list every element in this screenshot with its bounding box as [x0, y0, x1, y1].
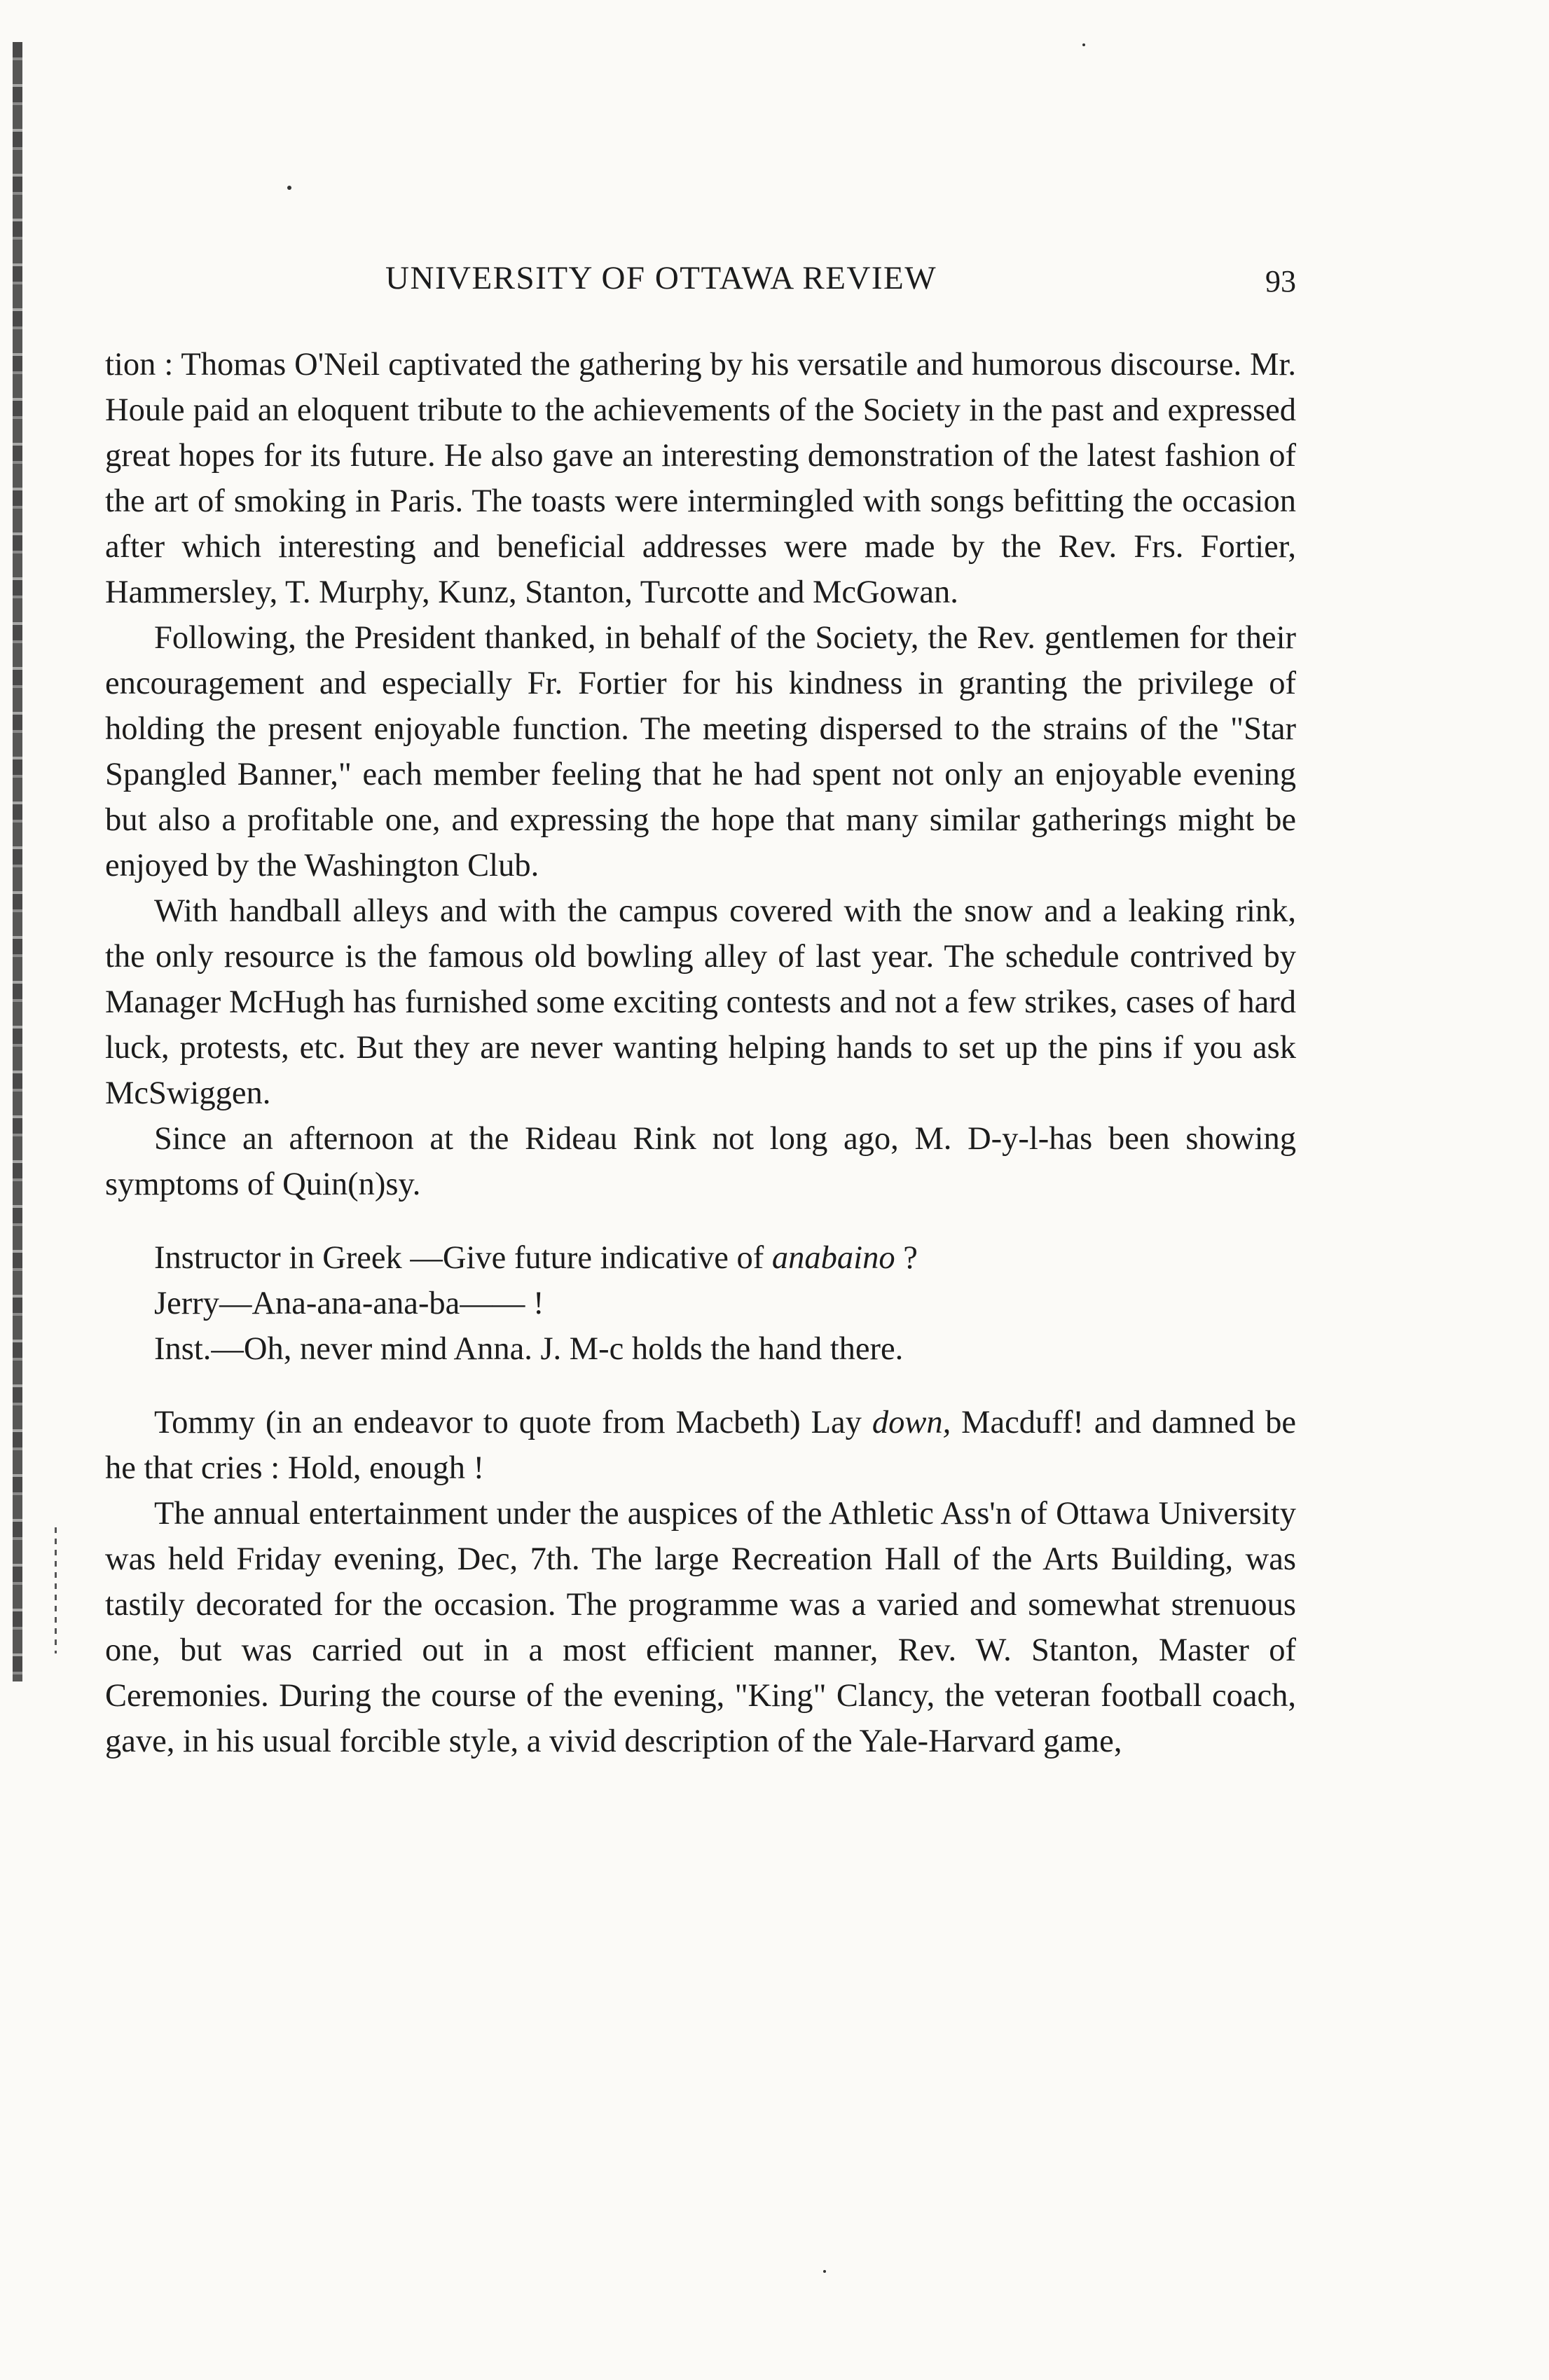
paragraph-3: With handball alleys and with the campus covered with the snow and a leaking rink, the only resource is the famous old bowling alley of last year. The schedule contrived by Manager McHugh has furnished some exciting contests and not a few strikes, cases of hard luck, protests, etc. But they are never wanting helping hands to set up the pins if you ask McSwiggen.: [105, 893, 1296, 1111]
dialogue-line-1-text: Instructor in Greek —Give future indicative of: [154, 1240, 764, 1276]
dialogue-block: [105, 1235, 1296, 1372]
binding-edge: [13, 42, 22, 1681]
paragraph-1: tion : Thomas O'Neil captivated the gathering by his versatile and humorous discourse. Mr. Houle paid an eloquent tribute to the achievements of the Society in the past and expressed great hopes for its future. He also gave an interesting demonstration of the latest fashion of the art of smoking in Paris. The toasts were intermingled with songs befitting the occasion after which interesting and beneficial addresses were made by the Rev. Frs. Fortier, Hammersley, T. Murphy, Kunz, Stanton, Turcotte and McGowan.: [105, 347, 1296, 610]
running-title: UNIVERSITY OF OTTAWA REVIEW: [385, 260, 937, 296]
paragraph-5-italic: down,: [872, 1405, 951, 1440]
paragraph-5: [105, 1400, 1296, 1491]
dialogue-line-1-suffix: ?: [903, 1240, 918, 1276]
paragraph-5-text: Tommy (in an endeavor to quote from Macbeth) Lay: [154, 1405, 862, 1440]
speck: [823, 2270, 826, 2273]
dialogue-line-3: Inst.—Oh, never mind Anna. J. M-c holds the hand there.: [154, 1331, 904, 1367]
dialogue-line-1: [105, 1235, 1296, 1281]
dialogue-greek-word: anabaino: [771, 1240, 895, 1276]
page-number: 93: [1265, 264, 1296, 298]
running-head: [105, 259, 1296, 315]
binding-edge-lower: [55, 1527, 57, 1653]
paragraph-5-suffix: Macduff! and damned be he that cries : Hold, enough !: [105, 1405, 1296, 1486]
page: [105, 259, 1296, 1764]
body-text: [105, 342, 1296, 1764]
speck: [287, 186, 291, 190]
speck: [1082, 43, 1085, 46]
paragraph-6: The annual entertainment under the auspices of the Athletic Ass'n of Ottawa University was held Friday evening, Dec, 7th. The large Recreation Hall of the Arts Building, was tastily decorated for the occasion. The programme was a varied and somewhat strenuous one, but was carried out in a most efficient manner, Rev. W. Stanton, Master of Ceremonies. During the course of the evening, "King" Clancy, the veteran football coach, gave, in his usual forcible style, a vivid description of the Yale-Harvard game,: [105, 1496, 1296, 1759]
dialogue-line-2: Jerry—Ana-ana-ana-ba—— !: [154, 1286, 544, 1321]
paragraph-4: Since an afternoon at the Rideau Rink not long ago, M. D-y-l-has been showing symptoms of Quin(n)sy.: [105, 1121, 1296, 1202]
paragraph-2: Following, the President thanked, in behalf of the Society, the Rev. gentlemen for their encouragement and especially Fr. Fortier for his kindness in granting the privilege of holding the present enjoyable function. The meeting dispersed to the strains of the "Star Spangled Banner," each member feeling that he had spent not only an enjoyable evening but also a profitable one, and expressing the hope that many similar gatherings might be enjoyed by the Washington Club.: [105, 620, 1296, 883]
